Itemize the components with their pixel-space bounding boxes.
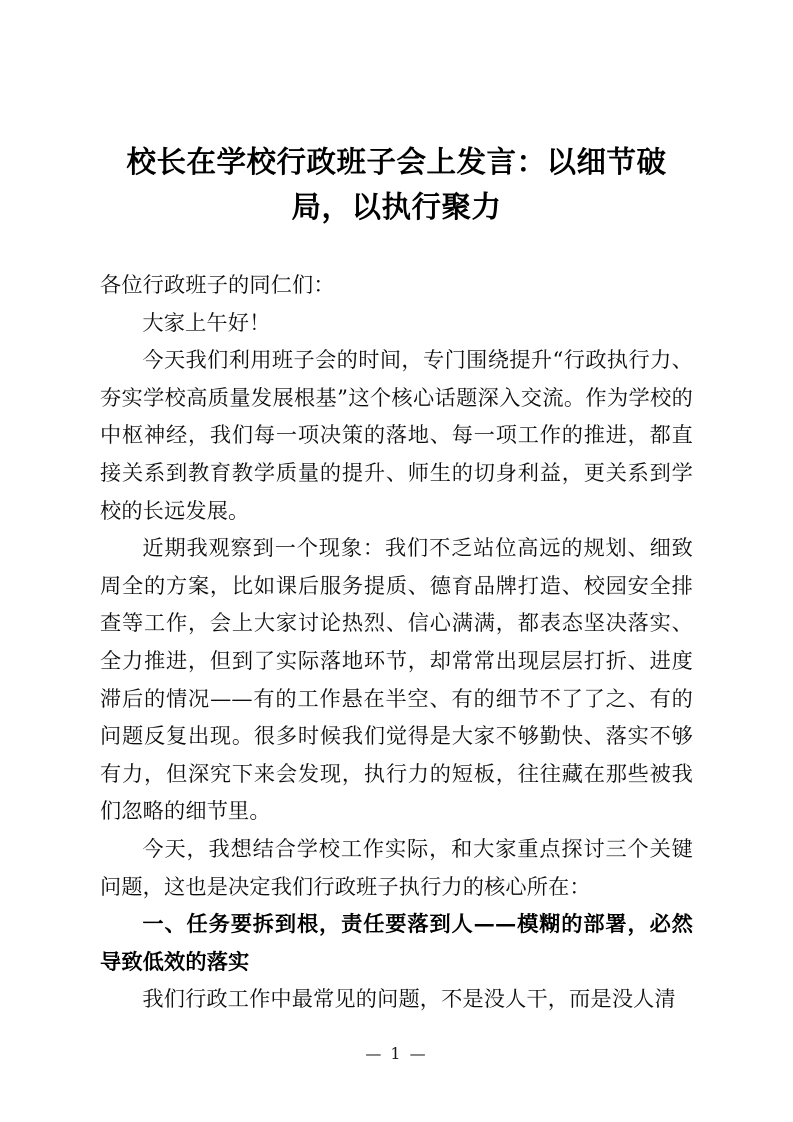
- document-body: [100, 266, 693, 1018]
- paragraph-greeting: 大家上午好！: [142, 309, 271, 335]
- paragraph-agenda: 今天，我想结合学校工作实际，和大家重点探讨三个关键问题，这也是决定我们行政班子执行力的核心所在：: [100, 835, 693, 899]
- paragraph-salutation: 各位行政班子的同仁们：: [100, 272, 335, 297]
- paragraph-observation: 近期我观察到一个现象：我们不乏站位高远的规划、细致周全的方案，比如课后服务提质、德育品牌打造、校园安全排查等工作，会上大家讨论热烈、信心满满，都表态坚决落实、全力推进，但到了实际落地环节，却常常出现层层打折、进度滞后的情况——有的工作悬在半空、有的细节不了了之、有的问题反复出现。很多时候我们觉得是大家不够勤快、落实不够有力，但深究下来会发现，执行力的短板，往往藏在那些被我们忽略的细节里。: [100, 535, 693, 824]
- section-heading-one: 一、任务要拆到根，责任要落到人——模糊的部署，必然导致低效的落实: [100, 911, 693, 974]
- paragraph-section-one-body: 我们行政工作中最常见的问题，不是没人干，而是没人清: [142, 986, 676, 1012]
- page-number-footer: — 1 —: [365, 1044, 428, 1063]
- page-content: [100, 0, 693, 1018]
- page-title: 校长在学校行政班子会上发言：以细节破局，以执行聚力: [126, 145, 667, 224]
- paragraph-opening: 今天我们利用班子会的时间，专门围绕提升“行政执行力、夯实学校高质量发展根基”这个核心话题深入交流。作为学校的中枢神经，我们每一项决策的落地、每一项工作的推进，都直接关系到教育教学质量的提升、师生的切身利益，更关系到学校的长远发展。: [100, 347, 693, 523]
